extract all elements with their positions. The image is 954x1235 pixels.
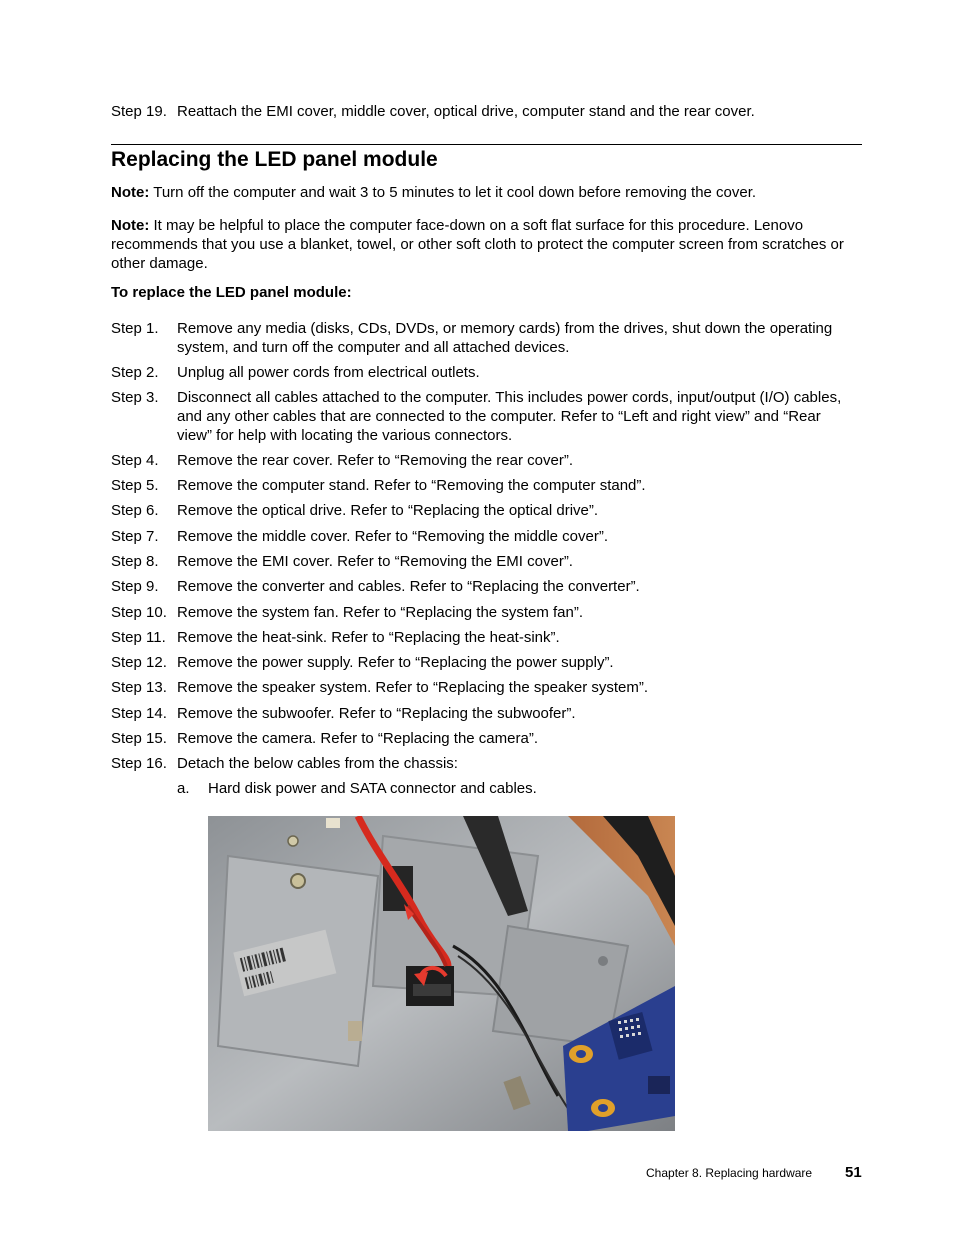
step-label: Step 2.	[111, 364, 159, 381]
note-2	[111, 216, 871, 273]
note-2-text: It may be helpful to place the computer face-down on a soft flat surface for this procedure. Lenovo recommends that you use a blanket, towel, or other soft cloth to protect the computer screen from scratches or other damage.	[111, 217, 844, 272]
procedure-heading: To replace the LED panel module:	[111, 284, 352, 301]
section-divider	[111, 144, 862, 145]
step-label: Step 9.	[111, 578, 159, 595]
step-text: Remove the power supply. Refer to “Replacing the power supply”.	[177, 654, 614, 671]
step-label: Step 10.	[111, 604, 167, 621]
hard-disk-cable-photo	[208, 816, 675, 1131]
step-text: Remove the optical drive. Refer to “Replacing the optical drive”.	[177, 502, 599, 519]
step-label: Step 1.	[111, 320, 159, 337]
step-text: Remove the rear cover. Refer to “Removing the rear cover”.	[177, 452, 573, 469]
step-label: Step 7.	[111, 528, 159, 545]
step-text: Remove the heat-sink. Refer to “Replacing the heat-sink”.	[177, 629, 560, 646]
note-1-text: Turn off the computer and wait 3 to 5 minutes to let it cool down before removing the cover.	[153, 184, 757, 201]
step-text: Remove the system fan. Refer to “Replacing the system fan”.	[177, 604, 584, 621]
substep-label: a.	[177, 780, 190, 797]
step-label: Step 6.	[111, 502, 159, 519]
section-title: Replacing the LED panel module	[111, 148, 438, 171]
step-text: Detach the below cables from the chassis:	[177, 755, 458, 772]
step-text: Remove the camera. Refer to “Replacing the camera”.	[177, 730, 538, 747]
step-label: Step 12.	[111, 654, 167, 671]
footer-chapter: Chapter 8. Replacing hardware	[646, 1166, 813, 1180]
step-label: Step 5.	[111, 477, 159, 494]
step-label: Step 11.	[111, 629, 166, 646]
step-text: Remove the speaker system. Refer to “Replacing the speaker system”.	[177, 679, 649, 696]
step-19-label: Step 19.	[111, 103, 167, 120]
step-text: Disconnect all cables attached to the computer. This includes power cords, input/output (I/O) cables, and any other cables that are connected to the computer. Refer to “Left and right view” and “Rear view” for help with locating the various connectors.	[177, 389, 842, 444]
step-label: Step 16.	[111, 755, 167, 772]
step-label: Step 4.	[111, 452, 159, 469]
step-text: Remove any media (disks, CDs, DVDs, or memory cards) from the drives, shut down the operating system, and turn off the computer and all attached devices.	[177, 320, 833, 356]
step-label: Step 13.	[111, 679, 167, 696]
step-text: Remove the computer stand. Refer to “Removing the computer stand”.	[177, 477, 646, 494]
step-label: Step 8.	[111, 553, 159, 570]
step-label: Step 15.	[111, 730, 167, 747]
step-label: Step 14.	[111, 705, 167, 722]
note-1-label: Note:	[111, 184, 150, 201]
step-label: Step 3.	[111, 389, 159, 406]
note-1	[111, 183, 866, 202]
note-2-label: Note:	[111, 217, 150, 234]
step-text: Unplug all power cords from electrical outlets.	[177, 364, 480, 381]
page-number: 51	[845, 1164, 862, 1181]
step-text: Remove the middle cover. Refer to “Removing the middle cover”.	[177, 528, 609, 545]
substep-text: Hard disk power and SATA connector and cables.	[208, 780, 537, 797]
step-text: Remove the converter and cables. Refer to “Replacing the converter”.	[177, 578, 640, 595]
step-text: Remove the EMI cover. Refer to “Removing the EMI cover”.	[177, 553, 573, 570]
step-19-text: Reattach the EMI cover, middle cover, optical drive, computer stand and the rear cover.	[177, 103, 755, 120]
step-text: Remove the subwoofer. Refer to “Replacing the subwoofer”.	[177, 705, 576, 722]
